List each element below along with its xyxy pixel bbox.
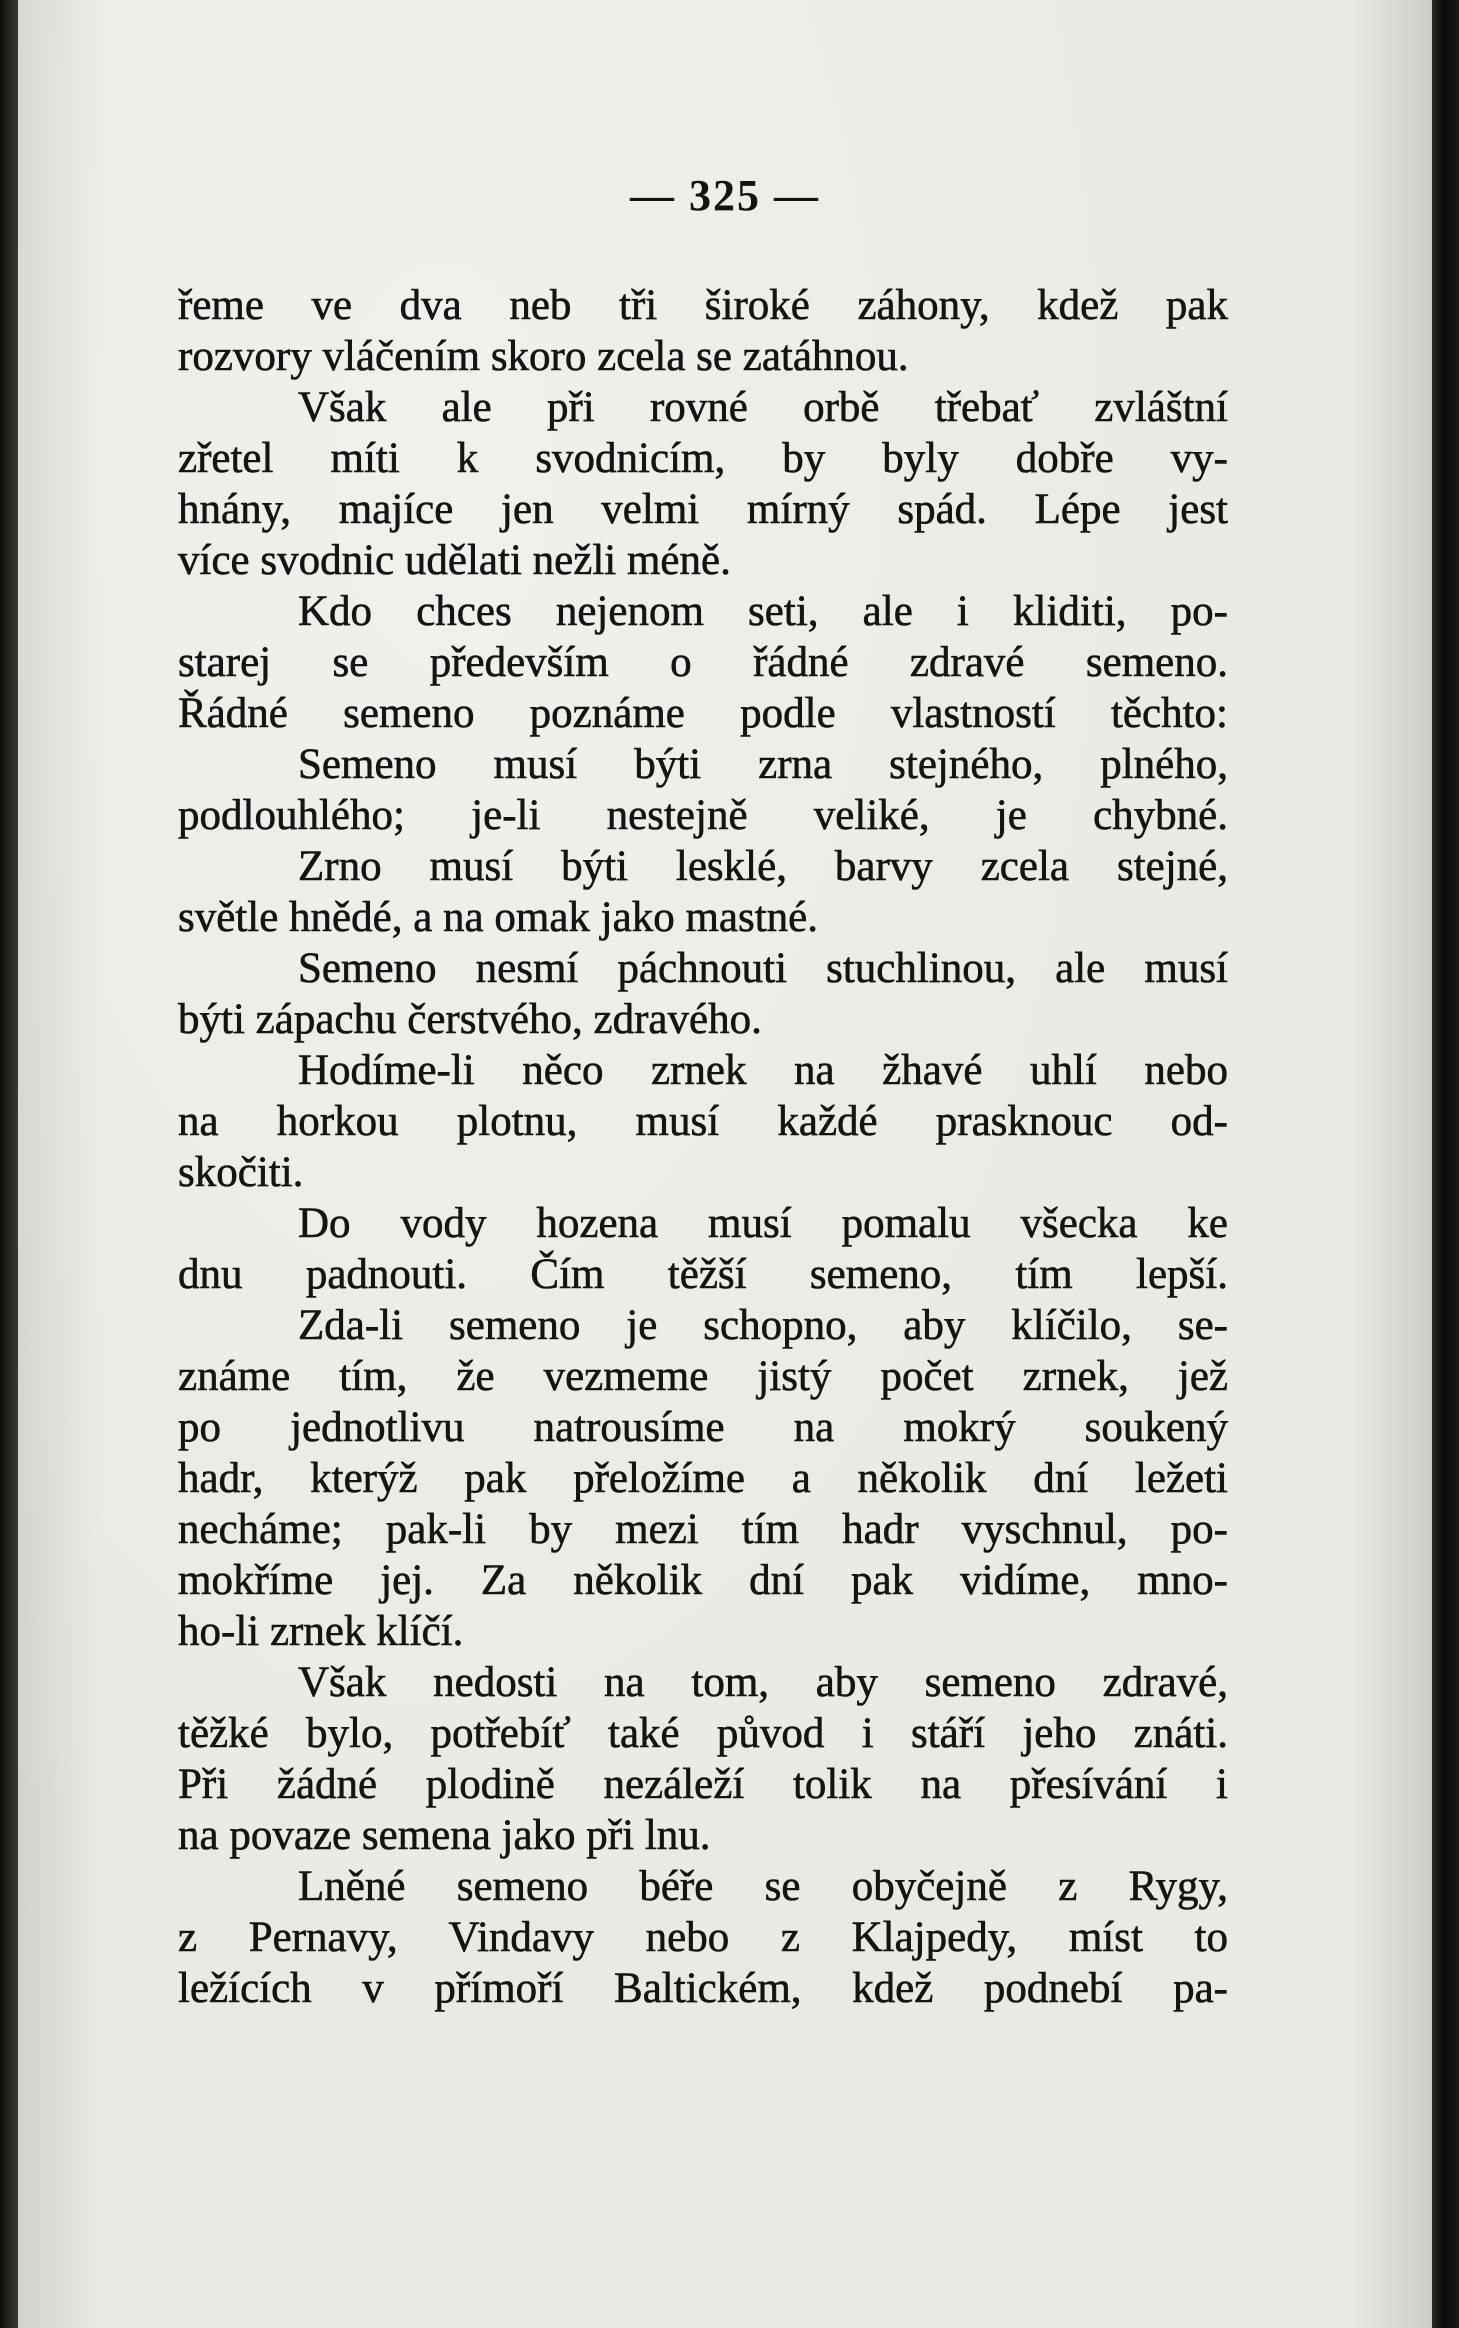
page-number: — 325 — — [630, 171, 820, 220]
text-line: dnu padnouti. Čím těžší semeno, tím lepší. — [178, 1251, 1228, 1298]
text-line: Do vody hozena musí pomalu všecka ke — [298, 1200, 1228, 1247]
text-line: těžké bylo, potřebíť také původ i stáří jeho znáti. — [178, 1710, 1228, 1757]
text-line: z Pernavy, Vindavy nebo z Klajpedy, míst to — [178, 1914, 1228, 1961]
text-line: Hodíme-li něco zrnek na žhavé uhlí nebo — [298, 1047, 1228, 1094]
text-line: býti zápachu čerstvého, zdravého. — [178, 996, 762, 1043]
text-line: Zrno musí býti lesklé, barvy zcela stejné, — [298, 843, 1228, 890]
text-line: Semeno musí býti zrna stejného, plného, — [298, 741, 1228, 788]
text-line: skočiti. — [178, 1149, 304, 1196]
text-line: starej se především o řádné zdravé semeno. — [178, 639, 1228, 686]
text-line: světle hnědé, a na omak jako mastné. — [178, 894, 819, 941]
text-line: hadr, kterýž pak přeložíme a několik dní ležeti — [178, 1455, 1228, 1502]
scan-right-edge — [1432, 0, 1459, 2328]
text-line: Však ale při rovné orbě třebať zvláštní — [298, 384, 1228, 431]
text-line: na horkou plotnu, musí každé prasknouc od- — [178, 1098, 1228, 1145]
text-line: rozvory vláčením skoro zcela se zatáhnou. — [178, 333, 909, 380]
text-line: Zda-li semeno je schopno, aby klíčilo, se- — [298, 1302, 1228, 1349]
text-line: více svodnic udělati nežli méně. — [178, 537, 731, 584]
book-page — [18, 0, 1432, 2328]
text-line: zřetel míti k svodnicím, by byly dobře vy- — [178, 435, 1228, 482]
text-line: na povaze semena jako při lnu. — [178, 1812, 711, 1859]
text-line: mokříme jej. Za několik dní pak vidíme, mno- — [178, 1557, 1228, 1604]
text-line: Však nedosti na tom, aby semeno zdravé, — [298, 1659, 1228, 1706]
text-line: Lněné semeno béře se obyčejně z Rygy, — [298, 1863, 1228, 1910]
text-line: ho-li zrnek klíčí. — [178, 1608, 464, 1655]
text-line: necháme; pak-li by mezi tím hadr vyschnul, po- — [178, 1506, 1228, 1553]
text-line: řeme ve dva neb tři široké záhony, kdež pak — [178, 282, 1228, 329]
text-line: Semeno nesmí páchnouti stuchlinou, ale musí — [298, 945, 1228, 992]
text-line: známe tím, že vezmeme jistý počet zrnek, jež — [178, 1353, 1228, 1400]
text-line: podlouhlého; je-li nestejně veliké, je chybné. — [178, 792, 1228, 839]
text-line: po jednotlivu natrousíme na mokrý soukený — [178, 1404, 1228, 1451]
text-line: Řádné semeno poznáme podle vlastností těchto: — [178, 690, 1228, 737]
text-line: ležících v přímoří Baltickém, kdež podnebí pa- — [178, 1965, 1228, 2012]
text-line: Kdo chces nejenom seti, ale i kliditi, po- — [298, 588, 1228, 635]
text-line: hnány, majíce jen velmi mírný spád. Lépe jest — [178, 486, 1228, 533]
text-line: Při žádné plodině nezáleží tolik na přesívání i — [178, 1761, 1228, 1808]
scan-left-edge — [0, 0, 18, 2328]
